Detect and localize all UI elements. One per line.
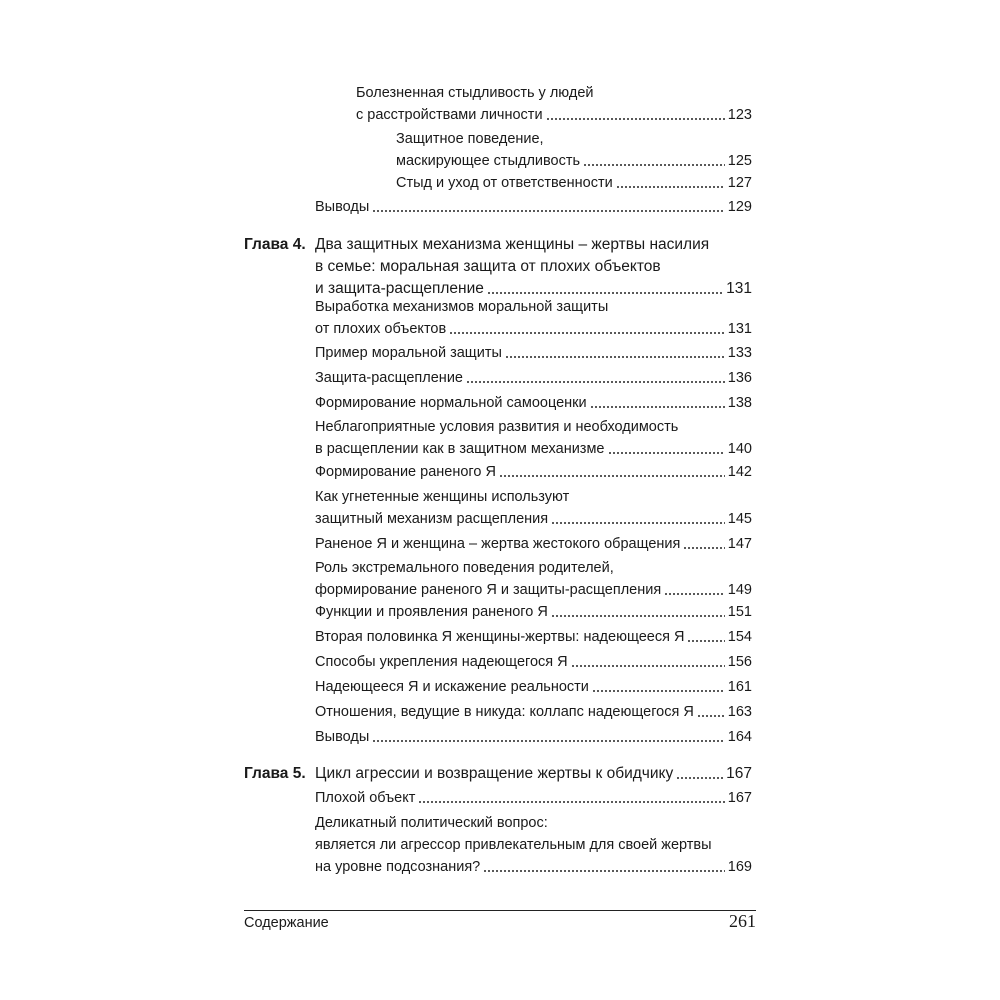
leader-dots [683, 547, 724, 549]
toc-entry: Плохой объект 167 [315, 787, 752, 809]
page-number: 169 [727, 859, 752, 875]
page-number: 133 [727, 345, 752, 361]
leader-dots [551, 615, 725, 617]
leader-dots [664, 593, 725, 595]
toc-entry: Выработка механизмов моральной защиты от плохих объектов 131 [315, 296, 752, 340]
leader-dots [466, 381, 725, 383]
leader-dots [697, 715, 725, 717]
toc-entry: Формирование нормальной самооценки 138 [315, 392, 752, 414]
leader-dots [483, 870, 725, 872]
page-number: 163 [727, 704, 752, 720]
toc-entry: Вторая половинка Я женщины-жертвы: надеющееся Я 154 [315, 626, 752, 648]
toc-entry: Пример моральной защиты 133 [315, 342, 752, 364]
toc-entry: Выводы 164 [315, 726, 752, 748]
toc-entry: Деликатный политический вопрос: является ли агрессор привлекательным для своей жертвы на уровне подсознания? 169 [315, 812, 752, 878]
toc-entry: Выводы 129 [315, 196, 752, 218]
leader-dots [505, 356, 725, 358]
toc-entry: Способы укрепления надеющегося Я 156 [315, 651, 752, 673]
leader-dots [583, 164, 725, 166]
page-number: 149 [727, 582, 752, 598]
leader-dots [449, 332, 725, 334]
toc-entry: Формирование раненого Я 142 [315, 461, 752, 483]
footer-rule [244, 910, 756, 911]
toc-entry-line: Болезненная стыдливость у людей [356, 85, 594, 101]
toc-entry: Функции и проявления раненого Я 151 [315, 601, 752, 623]
leader-dots [499, 475, 725, 477]
page-number: 123 [727, 107, 752, 123]
footer-page-number: 261 [729, 911, 756, 931]
leader-dots [372, 210, 725, 212]
toc-entry: Защитное поведение, маскирующее стыдливость 125 [396, 128, 752, 172]
page-number: 167 [727, 790, 752, 806]
leader-dots [676, 777, 723, 779]
leader-dots [418, 801, 724, 803]
leader-dots [546, 118, 725, 120]
footer-section-title: Содержание [244, 915, 329, 931]
toc-entry: Роль экстремального поведения родителей, формирование раненого Я и защиты-расщепления 149 [315, 557, 752, 601]
leader-dots [372, 740, 725, 742]
toc-entry: Стыд и уход от ответственности 127 [396, 172, 752, 194]
toc-entry: Как угнетенные женщины используют защитный механизм расщепления 145 [315, 486, 752, 530]
page-number: 138 [727, 395, 752, 411]
toc-entry: Защита-расщепление 136 [315, 367, 752, 389]
leader-dots [687, 640, 724, 642]
chapter-label: Глава 4. [244, 236, 306, 253]
page-number: 147 [727, 536, 752, 552]
page-number: 161 [727, 679, 752, 695]
toc-entry: Неблагоприятные условия развития и необходимость в расщеплении как в защитном механизме 140 [315, 416, 752, 460]
toc-entry [356, 82, 752, 126]
leader-dots [571, 665, 725, 667]
page-number: 131 [727, 321, 752, 337]
toc-entry: Раненое Я и женщина – жертва жестокого обращения 147 [315, 533, 752, 555]
chapter-title: Цикл агрессии и возвращение жертвы к обидчику 167 [315, 763, 752, 785]
toc-entry: Надеющееся Я и искажение реальности 161 [315, 676, 752, 698]
chapter-title: Два защитных механизма женщины – жертвы насилия в семье: моральная защита от плохих объектов и защита-расщепление 131 [315, 234, 752, 300]
toc-entry-line: с расстройствами личности 123 [356, 104, 752, 126]
toc-entry: Отношения, ведущие в никуда: коллапс надеющегося Я 163 [315, 701, 752, 723]
leader-dots [551, 522, 725, 524]
page-number: 154 [727, 629, 752, 645]
page-number: 131 [726, 280, 752, 297]
page-number: 140 [727, 441, 752, 457]
leader-dots [616, 186, 725, 188]
page-number: 136 [727, 370, 752, 386]
page-number: 125 [727, 153, 752, 169]
page-number: 167 [726, 765, 752, 782]
leader-dots [608, 452, 725, 454]
page-number: 151 [727, 604, 752, 620]
page-number: 129 [727, 199, 752, 215]
page-number: 145 [727, 511, 752, 527]
chapter-label: Глава 5. [244, 765, 306, 782]
page-number: 156 [727, 654, 752, 670]
page-number: 164 [727, 729, 752, 745]
leader-dots [592, 690, 725, 692]
leader-dots [487, 292, 723, 294]
page-number: 142 [727, 464, 752, 480]
page-number: 127 [727, 175, 752, 191]
leader-dots [590, 406, 725, 408]
